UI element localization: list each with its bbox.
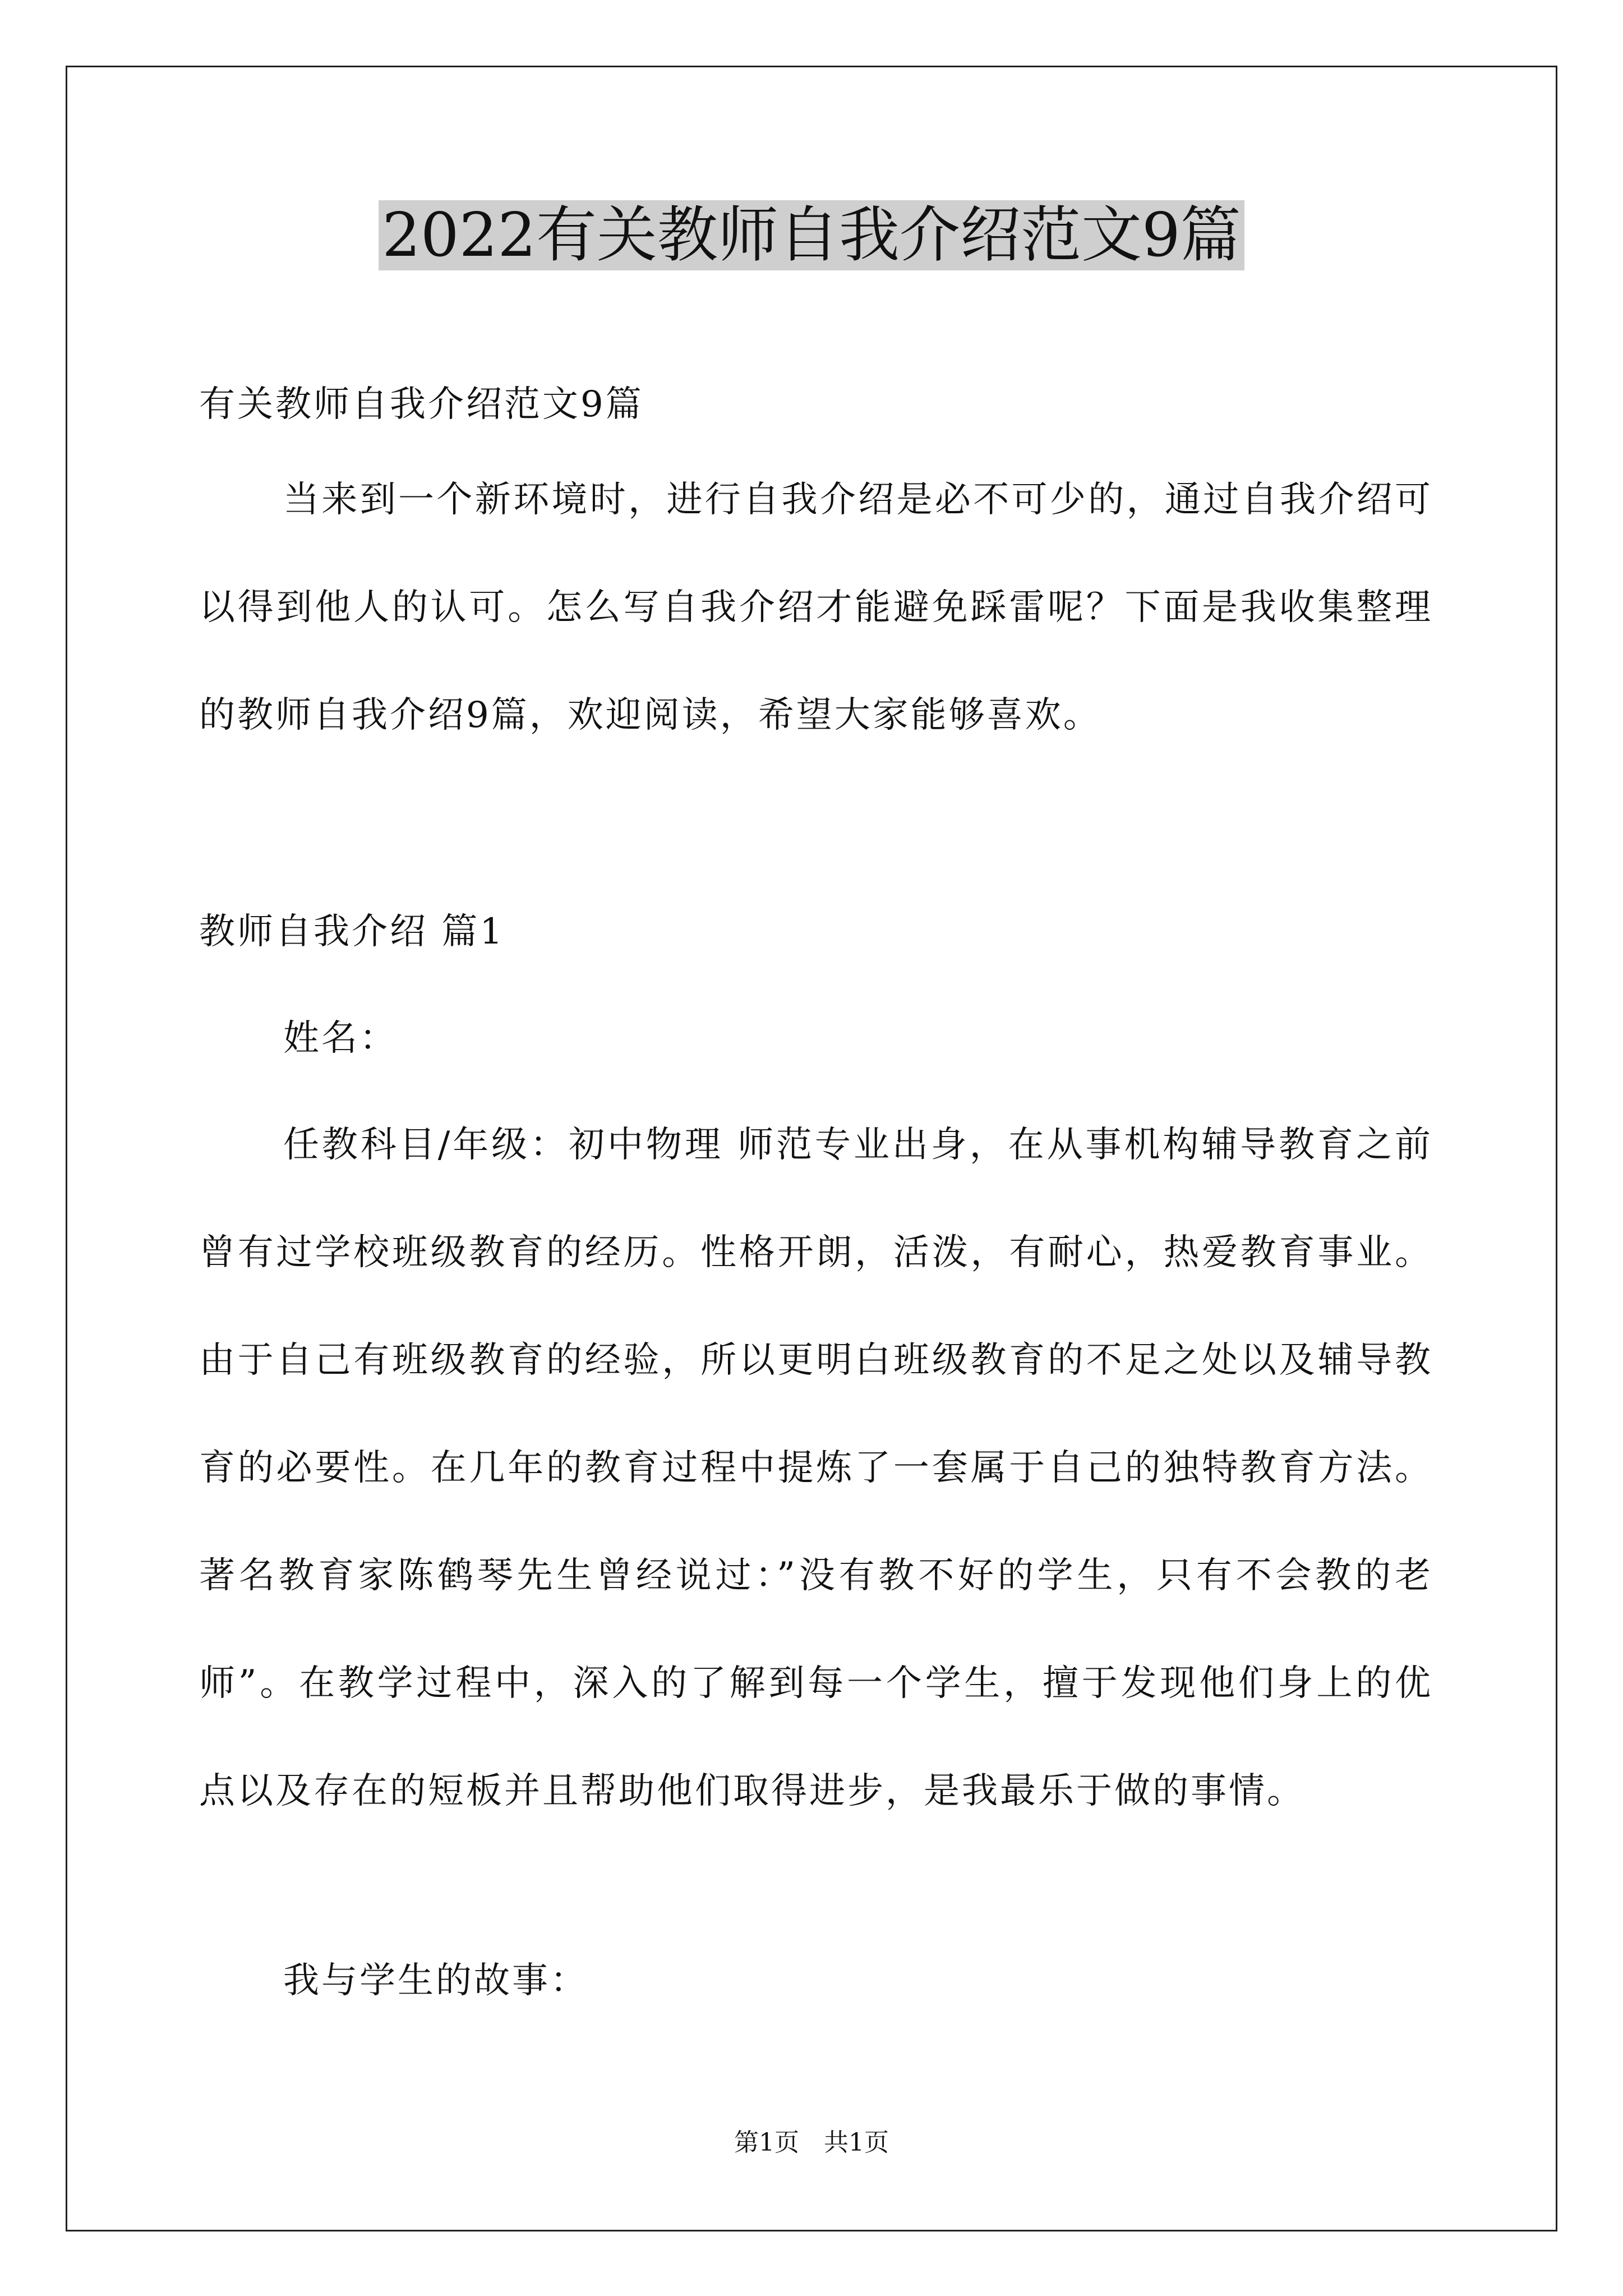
document-subtitle: 有关教师自我介绍范文9篇: [199, 384, 644, 425]
document-title-text: 2022有关教师自我介绍范文9篇: [379, 200, 1244, 270]
story-label: 我与学生的故事：: [283, 1960, 588, 2001]
name-label: 姓名：: [283, 1018, 398, 1059]
page-footer: 第1页 共1页: [734, 2128, 889, 2157]
body-paragraph: 任教科目/年级：初中物理 师范专业出身，在从事机构辅导教育之前曾有过学校班级教育的经历。性格开朗，活泼，有耐心，热爱教育事业。由于自己有班级教育的经验，所以更明白班级教育的不足之处以及辅导教育的必要性。在几年的教育过程中提炼了一套属于自己的独特教育方法。著名教育家陈鹤琴先生曾经说过：”没有教不好的学生，只有不会教的老师”。在教学过程中，深入的了解到每一个学生，擅于发现他们身上的优点以及存在的短板并且帮助他们取得进步，是我最乐于做的事情。: [199, 1124, 1433, 1812]
section-heading: 教师自我介绍 篇1: [199, 911, 505, 953]
document-title: [0, 194, 1623, 278]
intro-paragraph: 当来到一个新环境时，进行自我介绍是必不可少的，通过自我介绍可以得到他人的认可。怎么写自我介绍才能避免踩雷呢？下面是我收集整理的教师自我介绍9篇，欢迎阅读，希望大家能够喜欢。: [199, 479, 1433, 736]
